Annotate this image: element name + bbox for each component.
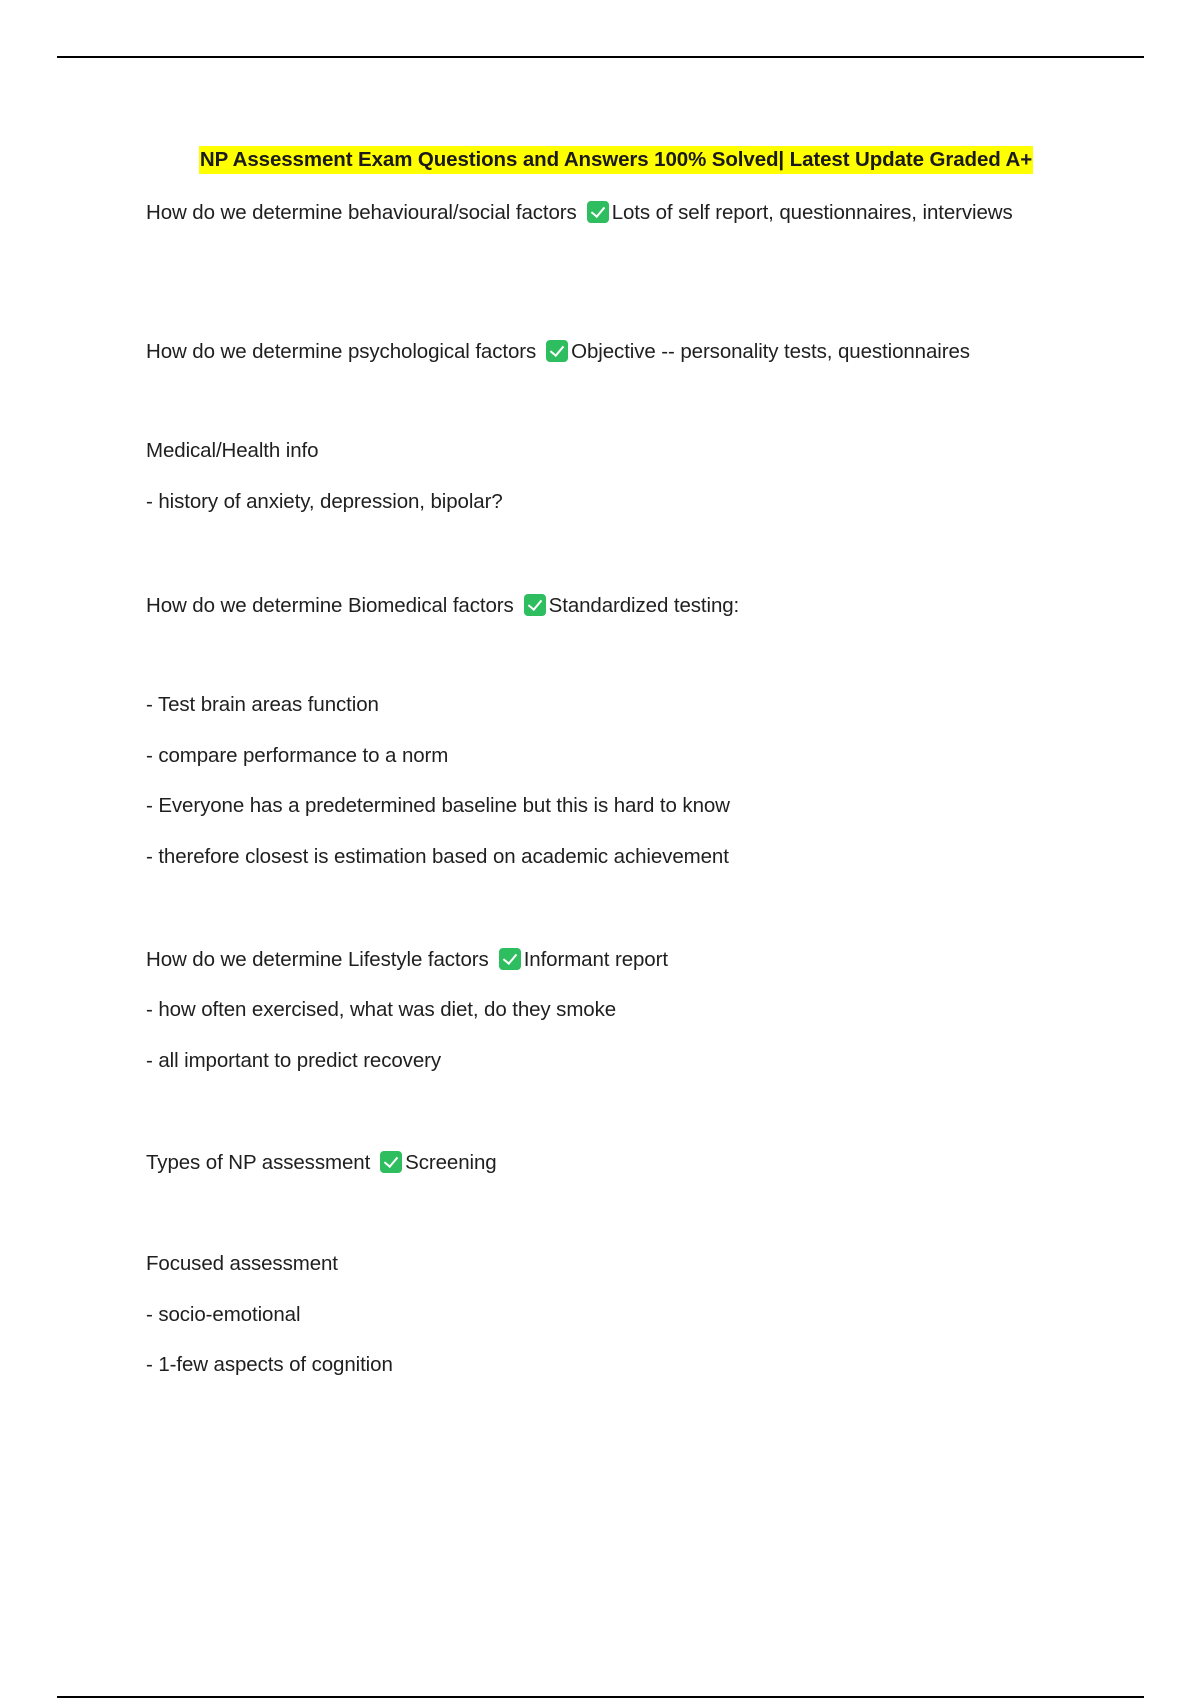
qa-biomedical xyxy=(146,589,739,623)
question-text: How do we determine behavioural/social factors xyxy=(146,201,577,224)
check-box-icon xyxy=(524,594,546,616)
bullet-recovery: - all important to predict recovery xyxy=(146,1049,442,1072)
question-text: How do we determine Biomedical factors xyxy=(146,594,514,617)
top-rule xyxy=(57,56,1144,58)
answer-text: Objective -- personality tests, questionnaires xyxy=(571,340,970,363)
answer-text: Lots of self report, questionnaires, interviews xyxy=(611,201,1013,224)
qa-lifestyle xyxy=(146,943,668,977)
check-box-icon xyxy=(499,948,521,970)
question-text: Types of NP assessment xyxy=(146,1151,371,1174)
title-wrapper xyxy=(146,146,1086,174)
bullet-baseline: - Everyone has a predetermined baseline but this is hard to know xyxy=(146,794,730,817)
bullet-compare: - compare performance to a norm xyxy=(146,744,449,767)
answer-text: Informant report xyxy=(523,948,668,971)
document-title: NP Assessment Exam Questions and Answers 100% Solved| Latest Update Graded A+ xyxy=(199,146,1033,174)
bullet-estimation: - therefore closest is estimation based on academic achievement xyxy=(146,845,729,868)
question-text: How do we determine psychological factors xyxy=(146,340,537,363)
bullet-history: - history of anxiety, depression, bipolar? xyxy=(146,490,503,513)
paragraph-medical-health: Medical/Health info xyxy=(146,439,319,462)
question-text: How do we determine Lifestyle factors xyxy=(146,948,489,971)
bullet-socio-emotional: - socio-emotional xyxy=(146,1303,301,1326)
check-box-icon xyxy=(546,340,568,362)
answer-text: Screening xyxy=(405,1151,497,1174)
check-box-icon xyxy=(380,1151,402,1173)
qa-types xyxy=(146,1146,497,1180)
answer-text: Standardized testing: xyxy=(548,594,740,617)
check-box-icon xyxy=(587,201,609,223)
bottom-rule xyxy=(57,1696,1144,1698)
qa-behavioural-social xyxy=(146,196,1026,230)
paragraph-focused: Focused assessment xyxy=(146,1252,338,1275)
bullet-exercise: - how often exercised, what was diet, do they smoke xyxy=(146,998,617,1021)
bullet-test-brain: - Test brain areas function xyxy=(146,693,379,716)
bullet-cognition: - 1-few aspects of cognition xyxy=(146,1353,393,1376)
qa-psychological xyxy=(146,335,970,369)
